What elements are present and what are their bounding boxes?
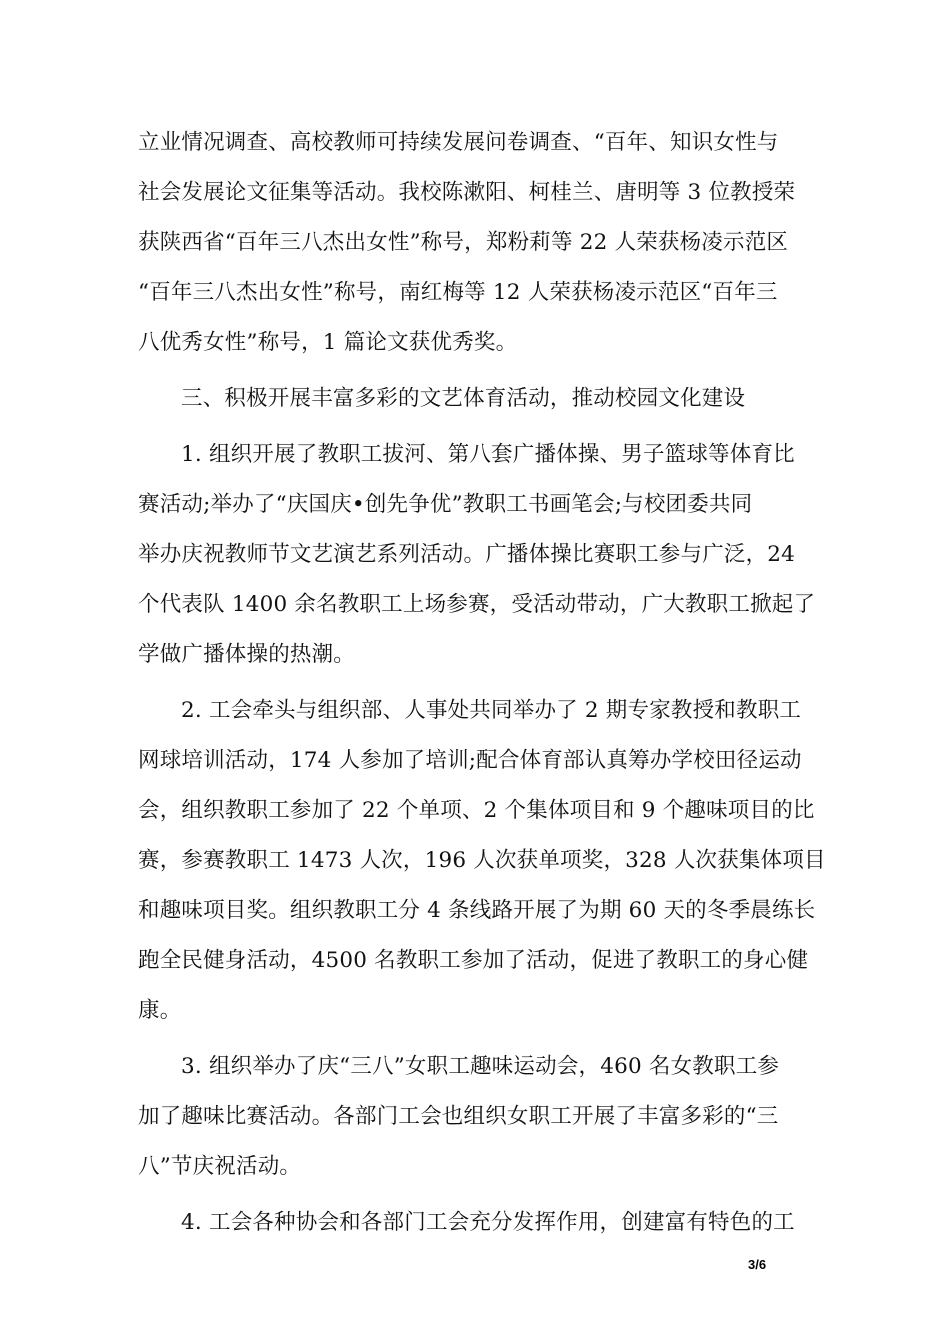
text-line: 4. 工会各种协会和各部门工会充分发挥作用，创建富有特色的工: [181, 1210, 795, 1235]
text-line: “百年三八杰出女性”称号，南红梅等 12 人荣获杨凌示范区“百年三: [138, 280, 778, 305]
text-line: 八”节庆祝活动。: [138, 1154, 302, 1179]
text-line: 举办庆祝教师节文艺演艺系列活动。广播体操比赛职工参与广泛，24: [138, 542, 796, 567]
paragraph-item-2: [138, 686, 828, 1036]
document-body: [138, 118, 828, 1248]
paragraph-1: [138, 118, 828, 368]
text-line: 会，组织教职工参加了 22 个单项、2 个集体项目和 9 个趣味项目的比: [138, 798, 815, 823]
text-line: 网球培训活动，174 人参加了培训;配合体育部认真筹办学校田径运动: [138, 748, 802, 773]
text-line: 学做广播体操的热潮。: [138, 642, 356, 667]
text-line: 1. 组织开展了教职工拔河、第八套广播体操、男子篮球等体育比: [181, 442, 795, 467]
text-line: 和趣味项目奖。组织教职工分 4 条线路开展了为期 60 天的冬季晨练长: [138, 898, 816, 923]
text-line: 加了趣味比赛活动。各部门工会也组织女职工开展了丰富多彩的“三: [138, 1104, 779, 1129]
text-line: 八优秀女性”称号，1 篇论文获优秀奖。: [138, 330, 518, 355]
text-line: 获陕西省“百年三八杰出女性”称号，郑粉莉等 22 人荣获杨凌示范区: [138, 230, 789, 255]
section-heading: [138, 374, 828, 424]
text-line: 2. 工会牵头与组织部、人事处共同举办了 2 期专家教授和教职工: [181, 698, 802, 723]
page-number: 3/6: [748, 1257, 767, 1272]
text-line: 赛活动;举办了“庆国庆•创先争优”教职工书画笔会;与校团委共同: [138, 492, 753, 517]
heading-line: 三、积极开展丰富多彩的文艺体育活动，推动校园文化建设: [181, 386, 746, 411]
text-line: 立业情况调查、高校教师可持续发展问卷调查、“百年、知识女性与: [138, 130, 779, 155]
text-line: 赛，参赛教职工 1473 人次，196 人次获单项奖，328 人次获集体项目: [138, 848, 826, 873]
paragraph-item-4: [138, 1198, 828, 1248]
text-line: 3. 组织举办了庆“三八”女职工趣味运动会，460 名女教职工参: [181, 1054, 780, 1079]
paragraph-item-1: [138, 430, 828, 680]
text-line: 跑全民健身活动，4500 名教职工参加了活动，促进了教职工的身心健: [138, 948, 809, 973]
paragraph-item-3: [138, 1042, 828, 1192]
text-line: 康。: [138, 998, 182, 1023]
text-line: 社会发展论文征集等活动。我校陈漱阳、柯桂兰、唐明等 3 位教授荣: [138, 180, 796, 205]
text-line: 个代表队 1400 余名教职工上场参赛，受活动带动，广大教职工掀起了: [138, 592, 816, 617]
